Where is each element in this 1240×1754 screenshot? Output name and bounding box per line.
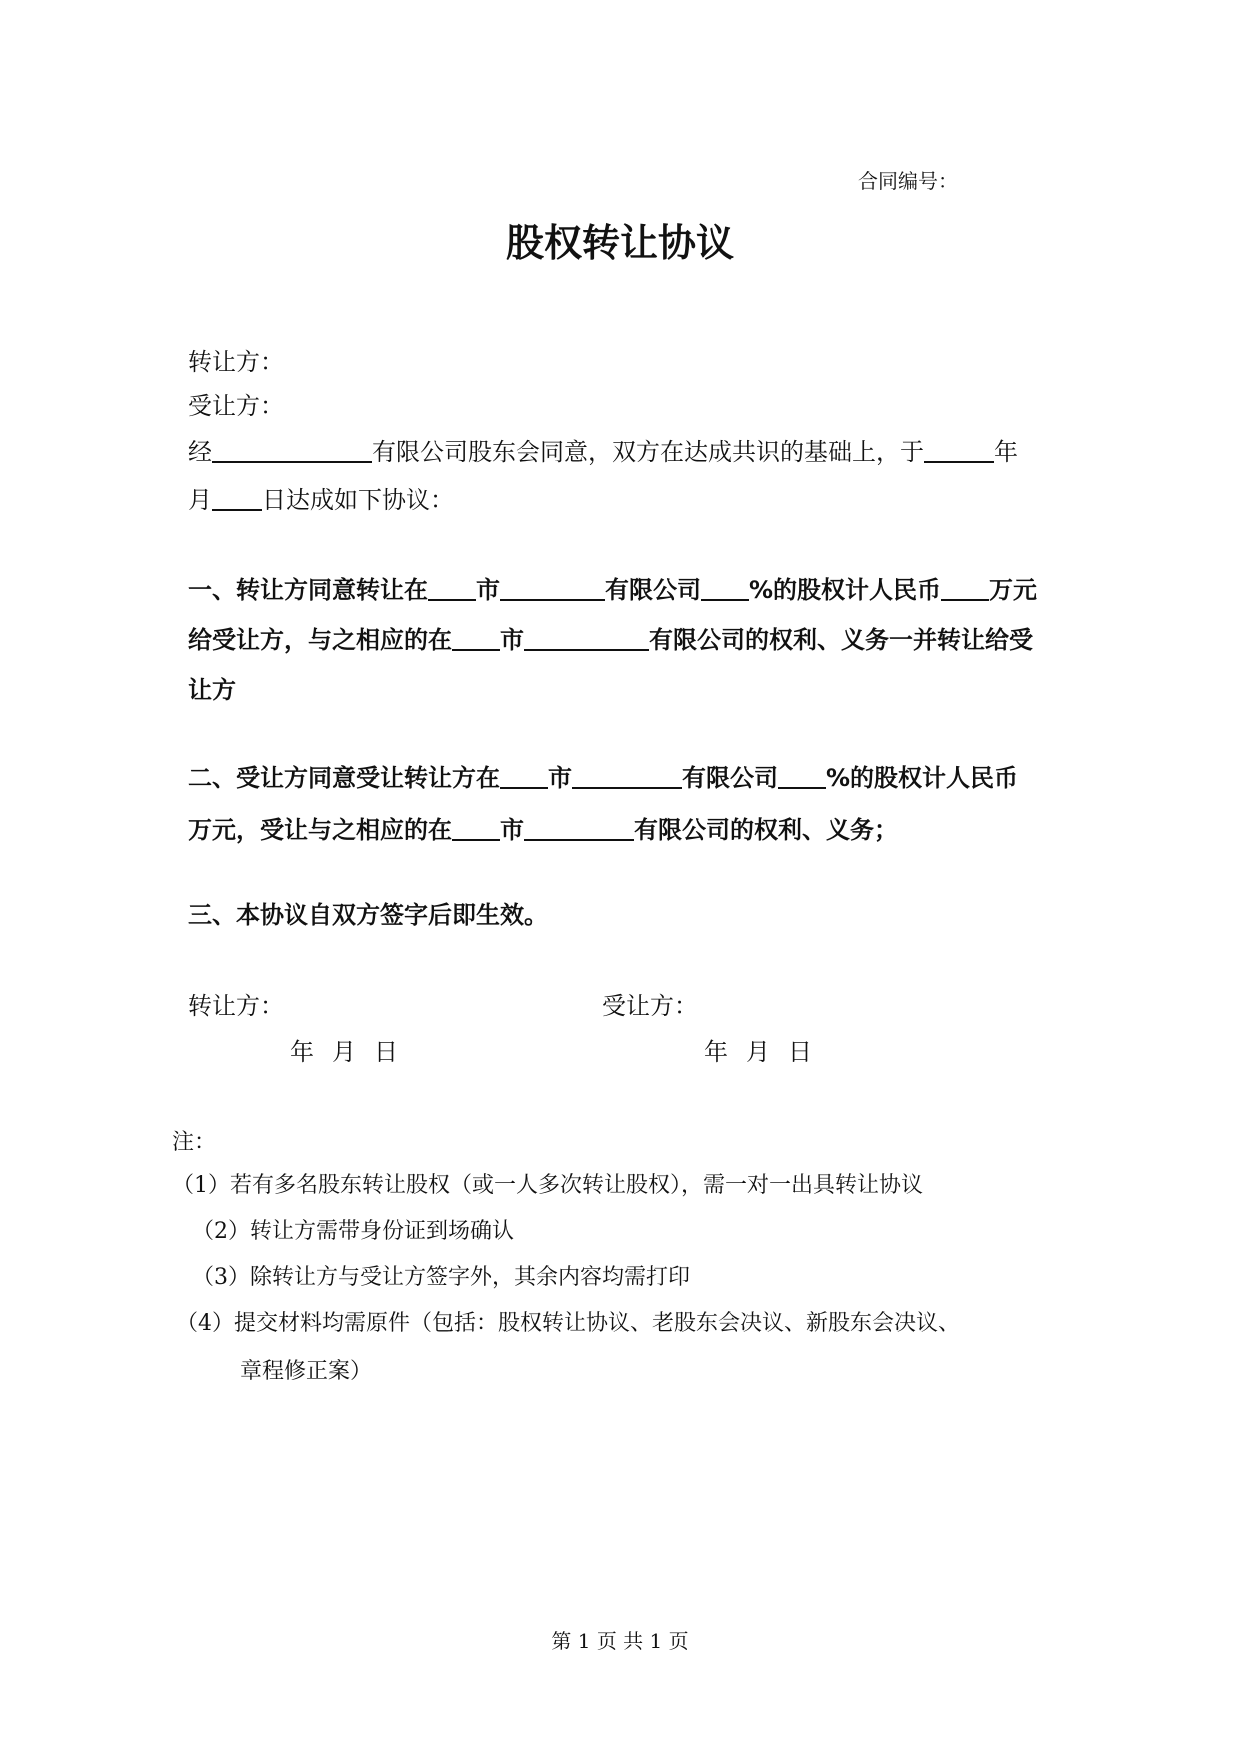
page-footer: 第 1 页 共 1 页 bbox=[551, 1629, 689, 1653]
clause-text: 市 bbox=[500, 626, 524, 654]
date-day: 日 bbox=[788, 1038, 812, 1066]
intro-text: 月 bbox=[188, 486, 212, 514]
year-blank bbox=[924, 436, 994, 463]
city-blank bbox=[452, 814, 500, 841]
company-blank bbox=[500, 574, 605, 601]
note-item-4-continued: 章程修正案） bbox=[240, 1359, 373, 1384]
city-blank bbox=[452, 624, 500, 651]
intro-text: 日达成如下协议： bbox=[262, 486, 454, 514]
note-item-2: （2）转让方需带身份证到场确认 bbox=[192, 1219, 514, 1244]
intro-text: 年 bbox=[994, 438, 1018, 466]
percent-blank bbox=[701, 574, 749, 601]
transferor-signature-label: 转让方： bbox=[188, 992, 284, 1020]
clause-text: 给受让方，与之相应的在 bbox=[188, 626, 452, 654]
company-blank bbox=[524, 814, 634, 841]
note-item-4: （4）提交材料均需原件（包括：股权转让协议、老股东会决议、新股东会决议、 bbox=[176, 1311, 960, 1336]
clause-text: %的股权计人民币 bbox=[826, 764, 1019, 792]
clause-text: 二、受让方同意受让转让方在 bbox=[188, 764, 500, 792]
clause-text: 市 bbox=[476, 576, 500, 604]
transferee-signature-label: 受让方： bbox=[602, 992, 698, 1020]
city-blank bbox=[428, 574, 476, 601]
notes-heading: 注： bbox=[172, 1130, 217, 1155]
clause-text: 有限公司的权利、义务一并转让给受 bbox=[649, 626, 1033, 654]
transferor-label: 转让方： bbox=[188, 348, 284, 376]
note-item-3: （3）除转让方与受让方签字外，其余内容均需打印 bbox=[192, 1265, 690, 1290]
clause-text: 有限公司的权利、义务； bbox=[634, 816, 898, 844]
clause-1-line-3: 让方 bbox=[188, 676, 236, 704]
intro-text: 经 bbox=[188, 438, 212, 466]
document-title: 股权转让协议 bbox=[505, 221, 734, 265]
intro-text: 有限公司股东会同意，双方在达成共识的基础上，于 bbox=[372, 438, 924, 466]
clause-text: 万元 bbox=[989, 576, 1038, 604]
date-month: 月 bbox=[746, 1038, 770, 1066]
intro-line-2 bbox=[188, 480, 454, 515]
transferee-date bbox=[704, 1032, 812, 1067]
clause-1-line-2 bbox=[188, 620, 1033, 655]
clause-text: 市 bbox=[548, 764, 572, 792]
note-item-1: （1）若有多名股东转让股权（或一人多次转让股权），需一对一出具转让协议 bbox=[172, 1173, 923, 1198]
date-year: 年 bbox=[290, 1038, 314, 1066]
clause-3: 三、本协议自双方签字后即生效。 bbox=[188, 901, 548, 929]
date-day: 日 bbox=[374, 1038, 398, 1066]
date-month: 月 bbox=[332, 1038, 356, 1066]
intro-line-1 bbox=[188, 432, 1018, 467]
city-blank bbox=[500, 762, 548, 789]
percent-blank bbox=[778, 762, 826, 789]
company-blank bbox=[572, 762, 682, 789]
day-blank bbox=[212, 484, 262, 511]
clause-text: 一、转让方同意转让在 bbox=[188, 576, 428, 604]
amount-blank bbox=[941, 574, 989, 601]
date-year: 年 bbox=[704, 1038, 728, 1066]
clause-text: 有限公司 bbox=[682, 764, 778, 792]
company-blank bbox=[524, 624, 649, 651]
company-blank bbox=[212, 436, 372, 463]
clause-text: %的股权计人民币 bbox=[749, 576, 942, 604]
transferee-label: 受让方： bbox=[188, 392, 284, 420]
clause-text: 万元，受让与之相应的在 bbox=[188, 816, 452, 844]
contract-number-label: 合同编号： bbox=[858, 169, 958, 193]
clause-2-line-1 bbox=[188, 758, 1018, 793]
clause-text: 市 bbox=[500, 816, 524, 844]
clause-text: 有限公司 bbox=[605, 576, 701, 604]
clause-1-line-1 bbox=[188, 570, 1037, 605]
transferor-date bbox=[290, 1032, 398, 1067]
clause-2-line-2 bbox=[188, 810, 898, 845]
